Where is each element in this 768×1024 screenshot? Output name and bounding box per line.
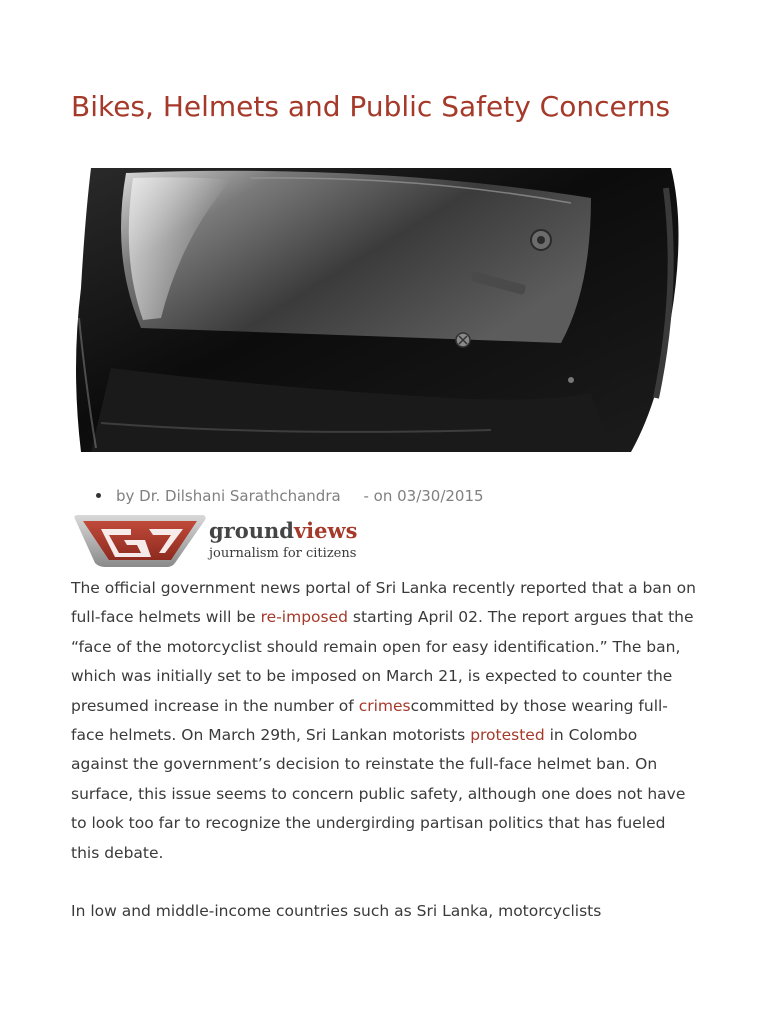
author-byline[interactable]: by Dr. Dilshani Sarathchandra xyxy=(116,487,341,505)
gv-logo-icon xyxy=(71,513,207,569)
logo-word-ground: ground xyxy=(209,518,294,543)
p1-text-3: committed by those wearing full-face helmets. On March 29th, Sri Lankan motorists xyxy=(71,696,668,745)
bullet-dot-icon xyxy=(96,493,101,498)
paragraph-1 xyxy=(71,574,696,868)
p1-text-2: starting April 02. The report argues that the “face of the motorcyclist should remain open for easy identification.” The ban, which was initially set to be imposed on March 21, is expected to counter the presumed increase in the number of xyxy=(71,608,694,715)
link-crimes[interactable]: crimes xyxy=(358,696,411,715)
logo-tagline: journalism for citizens xyxy=(209,546,357,561)
link-re-imposed[interactable]: re-imposed xyxy=(260,608,348,627)
p1-text-1: The official government news portal of Sri Lanka recently reported that a ban on full-face helmets will be xyxy=(71,579,696,627)
logo-wordmark xyxy=(209,519,357,543)
publish-date: - on 03/30/2015 xyxy=(363,487,484,505)
p1-text-4: in Colombo against the government’s decision to reinstate the full-face helmet ban. On surface, this issue seems to concern public safety, although one does not have to look too far to recognize the undergirding partisan politics that has fueled this debate. xyxy=(71,726,686,862)
article-title: Bikes, Helmets and Public Safety Concerns xyxy=(71,90,671,123)
article-body xyxy=(71,574,696,926)
helmet-image xyxy=(71,168,682,452)
article-meta xyxy=(96,486,484,506)
groundviews-logo[interactable] xyxy=(71,513,361,569)
link-protested[interactable]: protested xyxy=(470,726,545,745)
logo-word-views: views xyxy=(293,518,358,543)
paragraph-2: In low and middle-income countries such as Sri Lanka, motorcyclists xyxy=(71,902,602,921)
